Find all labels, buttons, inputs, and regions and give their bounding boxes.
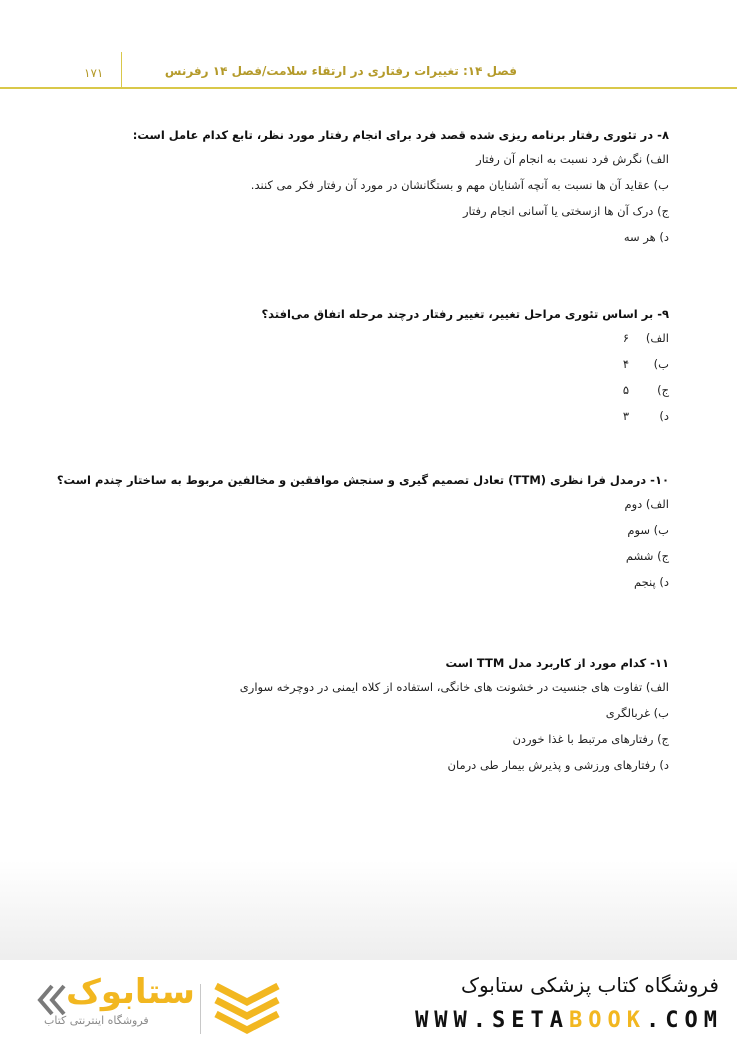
page-number: ۱۷۱ bbox=[84, 66, 104, 80]
option-label: الف) bbox=[645, 331, 669, 345]
url-suffix: .COM bbox=[646, 1008, 723, 1033]
store-title: فروشگاه کتاب پزشکی ستابوک bbox=[461, 973, 719, 997]
option-value: ۳ bbox=[622, 409, 629, 423]
option-a: الف) تفاوت های جنسیت در خشونت های خانگی، استفاده از کلاه ایمنی در دوچرخه سواری bbox=[239, 680, 669, 694]
option-b bbox=[59, 351, 669, 377]
question-10 bbox=[56, 471, 669, 595]
option-label: د) bbox=[659, 409, 669, 423]
option-a: الف) دوم bbox=[624, 497, 669, 511]
store-url[interactable] bbox=[415, 1008, 723, 1033]
url-seta: SETA bbox=[492, 1008, 570, 1033]
question-9 bbox=[59, 305, 669, 429]
page-header bbox=[0, 0, 737, 90]
header-separator bbox=[121, 52, 122, 88]
option-value: ۴ bbox=[622, 357, 629, 371]
question-title: ۹- بر اساس تئوری مراحل تغییر، تغییر رفتار درچند مرحله اتفاق می‌افتد؟ bbox=[261, 307, 669, 321]
question-title: ۸- در تئوری رفتار برنامه ریزی شده قصد فرد برای انجام رفتار مورد نظر، تابع کدام عامل است: bbox=[132, 128, 669, 142]
option-c: ج) ششم bbox=[625, 549, 669, 563]
option-c: ج) رفتارهای مرتبط با غذا خوردن bbox=[512, 732, 669, 746]
option-d: د) پنجم bbox=[633, 575, 669, 589]
book-logo-icon bbox=[212, 980, 282, 1036]
option-d: د) هر سه bbox=[623, 230, 669, 244]
header-rule bbox=[0, 87, 737, 89]
option-a: الف) نگرش فرد نسبت به انجام آن رفتار bbox=[476, 152, 669, 166]
option-label: ج) bbox=[657, 383, 669, 397]
chapter-title: فصل ۱۴: تغییرات رفتاری در ارتقاء سلامت/فصل ۱۴ رفرنس bbox=[164, 64, 517, 78]
question-11 bbox=[59, 654, 669, 778]
url-prefix: WWW. bbox=[415, 1008, 493, 1033]
option-value: ۵ bbox=[622, 383, 629, 397]
url-book: BOOK bbox=[569, 1008, 647, 1033]
option-label: ب) bbox=[653, 357, 669, 371]
option-d: د) رفتارهای ورزشی و پذیرش بیمار طی درمان bbox=[447, 758, 669, 772]
logo-divider bbox=[200, 984, 201, 1034]
option-c bbox=[59, 377, 669, 403]
option-d bbox=[59, 403, 669, 429]
logo-subtitle: فروشگاه اینترنتی کتاب bbox=[44, 1014, 149, 1027]
option-c: ج) درک آن ها ازسختی یا آسانی انجام رفتار bbox=[462, 204, 669, 218]
option-b: ب) غربالگری bbox=[605, 706, 669, 720]
question-title: ۱۱- کدام مورد از کاربرد مدل TTM است bbox=[445, 656, 669, 670]
question-8 bbox=[59, 126, 669, 250]
option-value: ۶ bbox=[622, 331, 629, 345]
question-title: ۱۰- درمدل فرا نظری (TTM) تعادل تصمیم گیری و سنجش موافقین و مخالفین مربوط به ساختار چندم است؟ bbox=[56, 473, 669, 487]
option-a bbox=[59, 325, 669, 351]
option-b: ب) سوم bbox=[627, 523, 669, 537]
logo-wordmark: ستابوک bbox=[66, 972, 195, 1012]
option-b: ب) عقاید آن ها نسبت به آنچه آشنایان مهم و بستگانشان در مورد آن رفتار فکر می کنند. bbox=[250, 178, 669, 192]
